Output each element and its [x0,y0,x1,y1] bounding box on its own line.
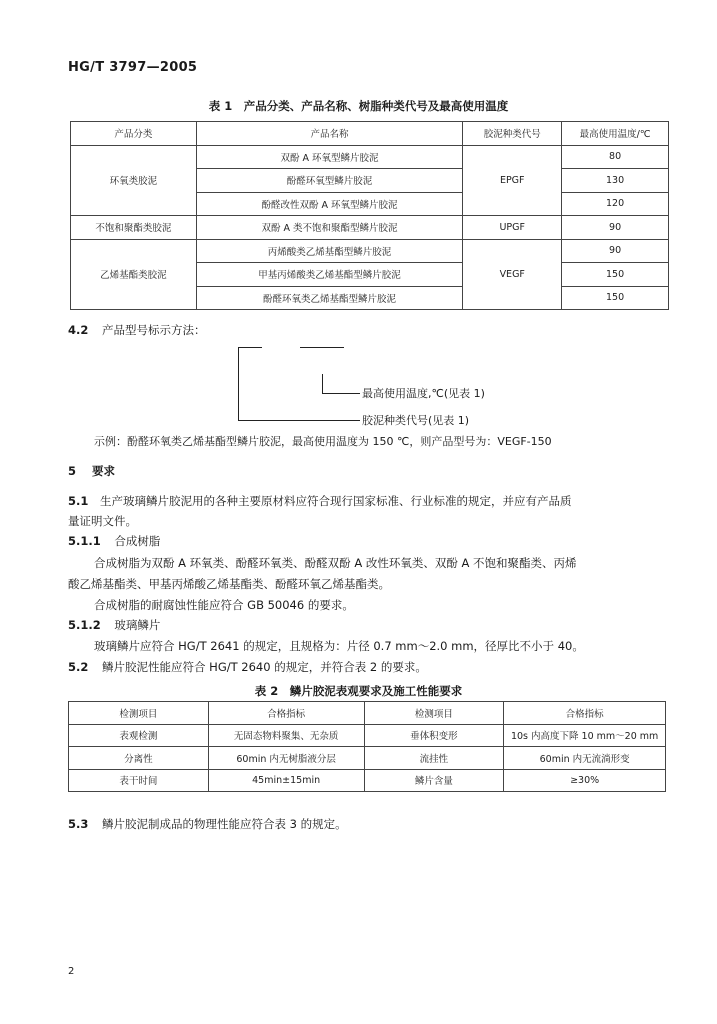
table1-name-cell: 双酚 A 类不饱和聚酯型鳞片胶泥 [196,216,463,240]
section-text: 产品型号标示方法： [102,323,206,337]
table-row [71,145,669,169]
table-row [69,769,666,792]
table1-header-cell: 产品分类 [71,122,197,146]
table1-name-cell: 酚醛环氧型鳞片胶泥 [196,169,463,193]
diagram-label-type-code: 胶泥种类代号(见表 1) [362,414,470,427]
section-number: 5.1.2 [68,618,101,632]
section-5-2 [68,659,427,675]
table1-header-cell: 产品名称 [196,122,463,146]
section-title: 合成树脂 [114,534,161,548]
table1-temp-cell: 150 [562,286,669,310]
diagram-box-2-top [300,347,344,348]
section-5-3 [68,816,347,832]
section-5-1-1 [68,533,160,549]
table1-category-cell: 乙烯基酯类胶泥 [71,239,197,310]
section-title: 玻璃鳞片 [114,618,161,632]
table2-header-cell: 合格指标 [504,702,666,725]
table2-caption: 表 2 鳞片胶泥表观要求及施工性能要求 [254,684,463,698]
resin-paragraph-line2: 酸乙烯基酯类、甲基丙烯酸乙烯基酯类、酚醛环氧乙烯基酯类。 [68,577,390,591]
section-5 [68,463,115,479]
table1-temp-cell: 130 [562,169,669,193]
table1-name-cell: 丙烯酸类乙烯基酯型鳞片胶泥 [196,239,463,263]
section-5-1-line2: 量证明文件。 [68,514,137,528]
section-text: 生产玻璃鳞片胶泥用的各种主要原材料应符合现行国家标准、行业标准的规定，并应有产品质 [100,494,572,508]
glass-flake-paragraph: 玻璃鳞片应符合 HG/T 2641 的规定，且规格为：片径 0.7 mm～2.0 mm，径厚比不小于 40。 [94,639,584,653]
table2-cell: 鳞片含量 [364,769,504,792]
table-row [69,747,666,770]
table1-temp-cell: 90 [562,216,669,240]
table2-cell: 无固态物料聚集、无杂质 [208,724,364,747]
document-number: HG/T 3797—2005 [68,60,198,75]
example-text: 示例：酚醛环氧类乙烯基酯型鳞片胶泥，最高使用温度为 150 ℃，则产品型号为：VEGF-150 [94,435,552,448]
section-5-1-2 [68,617,160,633]
table1-temp-cell: 90 [562,239,669,263]
table1-name-cell: 酚醛环氧类乙烯基酯型鳞片胶泥 [196,286,463,310]
section-5-1 [68,493,572,509]
section-title: 要求 [92,464,116,478]
table1-name-cell: 甲基丙烯酸类乙烯基酯型鳞片胶泥 [196,263,463,287]
resin-paragraph-line1: 合成树脂为双酚 A 环氧类、酚醛环氧类、酚醛双酚 A 改性环氧类、双酚 A 不饱和聚酯类、丙烯 [94,556,577,570]
table1-temp-cell: 120 [562,192,669,216]
section-number: 5.1 [68,494,89,508]
diagram-label-max-temp: 最高使用温度,℃(见表 1) [362,387,485,400]
table1-name-cell: 酚醛改性双酚 A 环氧型鳞片胶泥 [196,192,463,216]
section-number: 5.3 [68,817,89,831]
diagram-leader-bottom [238,420,360,421]
table2-cell: 表干时间 [69,769,209,792]
table2-cell: 表观检测 [69,724,209,747]
table2-header-cell: 检测项目 [69,702,209,725]
diagram-leader-top [322,393,360,394]
table2-cell: 流挂性 [364,747,504,770]
table1-name-cell: 双酚 A 环氧型鳞片胶泥 [196,145,463,169]
table1-header-row [71,122,669,146]
table-row [71,239,669,263]
diagram-box-1-top [238,347,262,348]
resin-paragraph-2: 合成树脂的耐腐蚀性能应符合 GB 50046 的要求。 [94,598,354,612]
table2-header-row [69,702,666,725]
table1-header-cell: 胶泥种类代号 [463,122,562,146]
table2-cell: ≥30% [504,769,666,792]
table1-temp-cell: 150 [562,263,669,287]
table1-code-cell: EPGF [463,145,562,216]
table2-header-cell: 合格指标 [208,702,364,725]
table2-cell: 分离性 [69,747,209,770]
table1-category-cell: 不饱和聚酯类胶泥 [71,216,197,240]
diagram-connector-right [322,374,323,394]
table2 [68,701,666,792]
page-number: 2 [68,966,75,977]
table1-temp-cell: 80 [562,145,669,169]
section-text: 鳞片胶泥制成品的物理性能应符合表 3 的规定。 [102,817,347,831]
section-number: 5.1.1 [68,534,101,548]
table1-header-cell: 最高使用温度/℃ [562,122,669,146]
diagram-connector-left [238,347,239,421]
table1 [70,121,669,310]
table1-category-cell: 环氧类胶泥 [71,145,197,216]
table1-code-cell: VEGF [463,239,562,310]
table-row [71,216,669,240]
table2-cell: 60min 内无树脂液分层 [208,747,364,770]
table2-header-cell: 检测项目 [364,702,504,725]
section-number: 5 [68,464,77,478]
table2-cell: 10s 内高度下降 10 mm～20 mm [504,724,666,747]
table1-caption: 表 1 产品分类、产品名称、树脂种类代号及最高使用温度 [208,99,509,113]
table2-cell: 垂体积变形 [364,724,504,747]
table1-code-cell: UPGF [463,216,562,240]
section-number: 5.2 [68,660,89,674]
table2-cell: 45min±15min [208,769,364,792]
section-number: 4.2 [68,323,89,337]
section-4-2 [68,322,206,338]
table2-cell: 60min 内无流淌形变 [504,747,666,770]
section-text: 鳞片胶泥性能应符合 HG/T 2640 的规定，并符合表 2 的要求。 [102,660,427,674]
table-row [69,724,666,747]
